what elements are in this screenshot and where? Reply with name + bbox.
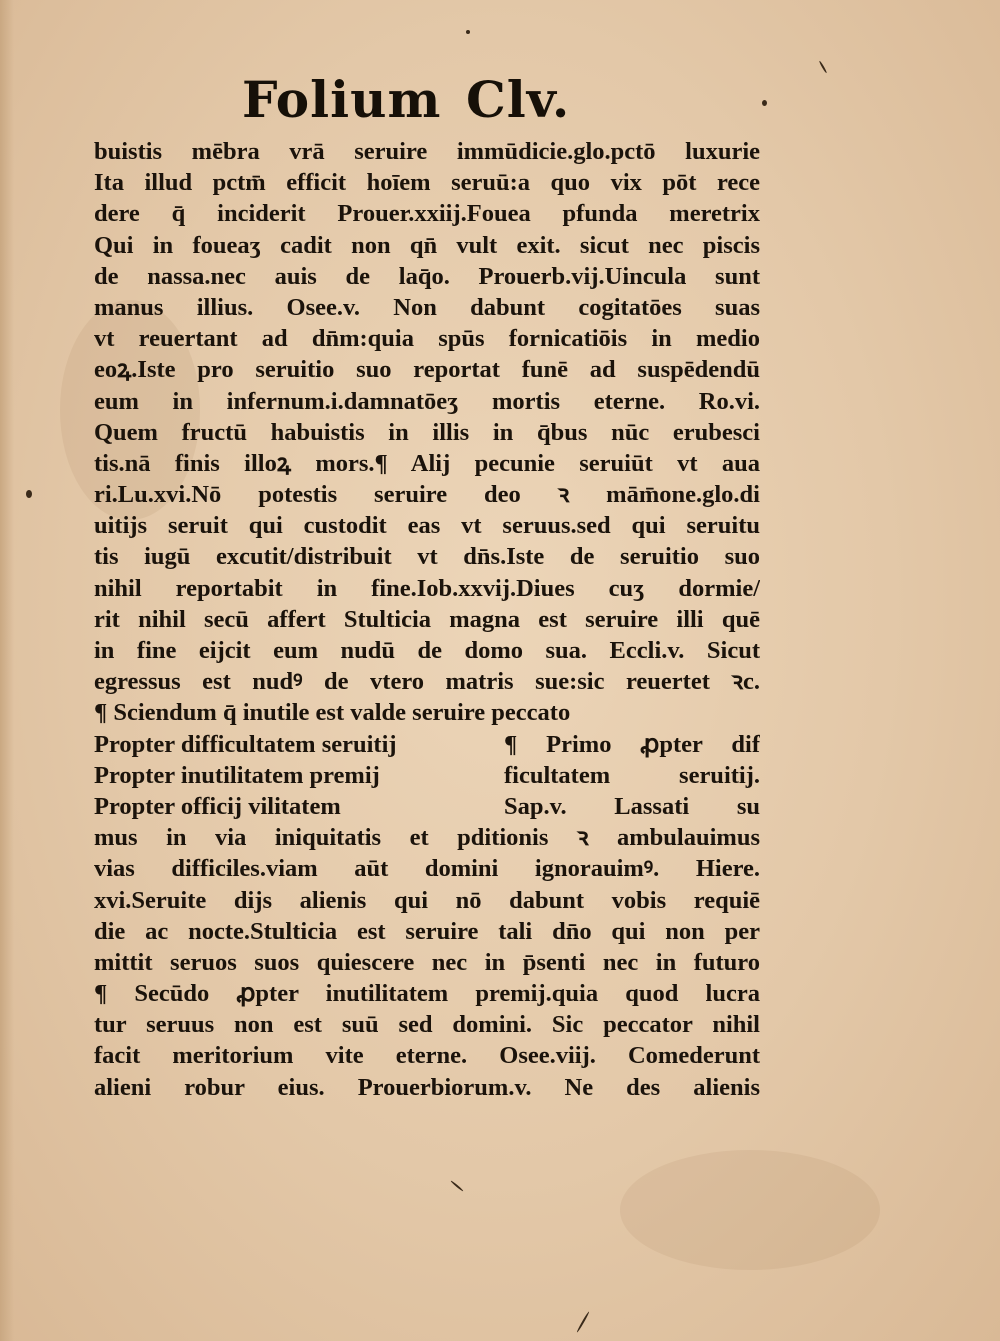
text-line: manus illius. Osee.v. Non dabunt cogitatōes suas (94, 293, 760, 321)
column-left-text: Propter inutilitatem premij (94, 761, 380, 789)
text-line: die ac nocte.Stulticia est seruire tali dn̄o qui non per (94, 917, 760, 945)
ink-speck (819, 60, 828, 73)
text-line: vias difficiles.viam aūt domini ignorauimꝰ. Hiere. (94, 855, 760, 883)
text-line: eum in infernum.i.damnatōeʒ mortis eterne. Ro.vi. (94, 387, 760, 415)
text-lines-before (94, 136, 760, 729)
text-line: vt reuertant ad dn̄m:quia spūs fornicatiōis in medio (94, 325, 760, 353)
text-line: nihil reportabit in fine.Iob.xxvij.Diues cuʒ dormie/ (94, 574, 760, 602)
column-row (94, 760, 760, 791)
text-line: eoꝝ.Iste pro seruitio suo reportat funē ad suspēdendū (94, 356, 760, 384)
text-line: de nassa.nec auis de laq̄o. Prouerb.vij.Uincula sunt (94, 262, 760, 290)
text-line: ¶ Sciendum q̄ inutile est valde seruire peccato (94, 699, 571, 727)
text-line: egressus est nudꝰ de vtero matris sue:sic reuertet ꝛc. (94, 668, 760, 696)
column-left-text: Propter officij vilitatem (94, 792, 341, 820)
ink-speck (762, 100, 767, 106)
column-right-text: ¶ Primo ꝓpter dif (504, 730, 760, 758)
text-line: buistis mēbra vrā seruire immūdicie.glo.pctō luxurie (94, 138, 760, 165)
column-row (94, 791, 760, 822)
text-line: tur seruus non est suū sed domini. Sic peccator nihil (94, 1011, 760, 1039)
text-line: Ita illud pctm̄ efficit hoīem seruū:a quo vix pōt rece (94, 169, 760, 197)
ink-speck (576, 1311, 590, 1333)
text-line: xvi.Seruite dijs alienis qui nō dabunt vobis requiē (94, 886, 760, 914)
ink-speck (450, 1180, 464, 1192)
text-line: ¶ Secūdo ꝓpter inutilitatem premij.quia quod lucra (94, 980, 760, 1008)
text-line: facit meritorium vite eterne. Osee.viij. Comederunt (94, 1042, 760, 1070)
folio-heading (242, 70, 602, 140)
ink-speck (26, 490, 32, 498)
column-row (94, 729, 760, 760)
text-line: ri.Lu.xvi.Nō potestis seruire deo ꝛ mām̄one.glo.di (94, 481, 760, 509)
text-line: Qui in foueaʒ cadit non qn̄ vult exit. sicut nec piscis (94, 231, 760, 259)
folio-word: Folium (242, 70, 442, 129)
text-line: tis.nā finis illoꝝ mors.¶ Alij pecunie seruiūt vt aua (94, 449, 760, 477)
text-line: mittit seruos suos quiescere nec in p̄senti nec in futuro (94, 948, 760, 976)
folio-number: Clv. (466, 70, 571, 129)
text-line: rit nihil secū affert Stulticia magna est seruire illi quē (94, 605, 760, 633)
paper-edge (0, 0, 14, 1341)
column-right-text: ficultatem seruitij. (504, 761, 760, 789)
paper-stain (620, 1150, 880, 1270)
text-line: dere q̄ inciderit Prouer.xxiij.Fouea pfunda meretrix (94, 200, 760, 228)
text-block (94, 136, 760, 1106)
text-lines-after (94, 822, 760, 1103)
text-line: alieni robur eius. Prouerbiorum.v. Ne des alienis (94, 1073, 760, 1101)
two-column-section (94, 729, 760, 823)
text-line: Quem fructū habuistis in illis in q̄bus nūc erubesci (94, 418, 760, 446)
text-line: uitijs seruit qui custodit eas vt seruus.sed qui seruitu (94, 512, 760, 540)
text-line: in fine eijcit eum nudū de domo sua. Eccli.v. Sicut (94, 637, 760, 664)
column-right-text: Sap.v. Lassati su (504, 792, 760, 820)
text-line: mus in via iniquitatis et pditionis ꝛ ambulauimus (94, 824, 760, 852)
column-left-text: Propter difficultatem seruitij (94, 730, 397, 758)
ink-speck (466, 30, 470, 34)
text-line: tis iugū excutit/distribuit vt dn̄s.Iste de seruitio suo (94, 543, 760, 571)
